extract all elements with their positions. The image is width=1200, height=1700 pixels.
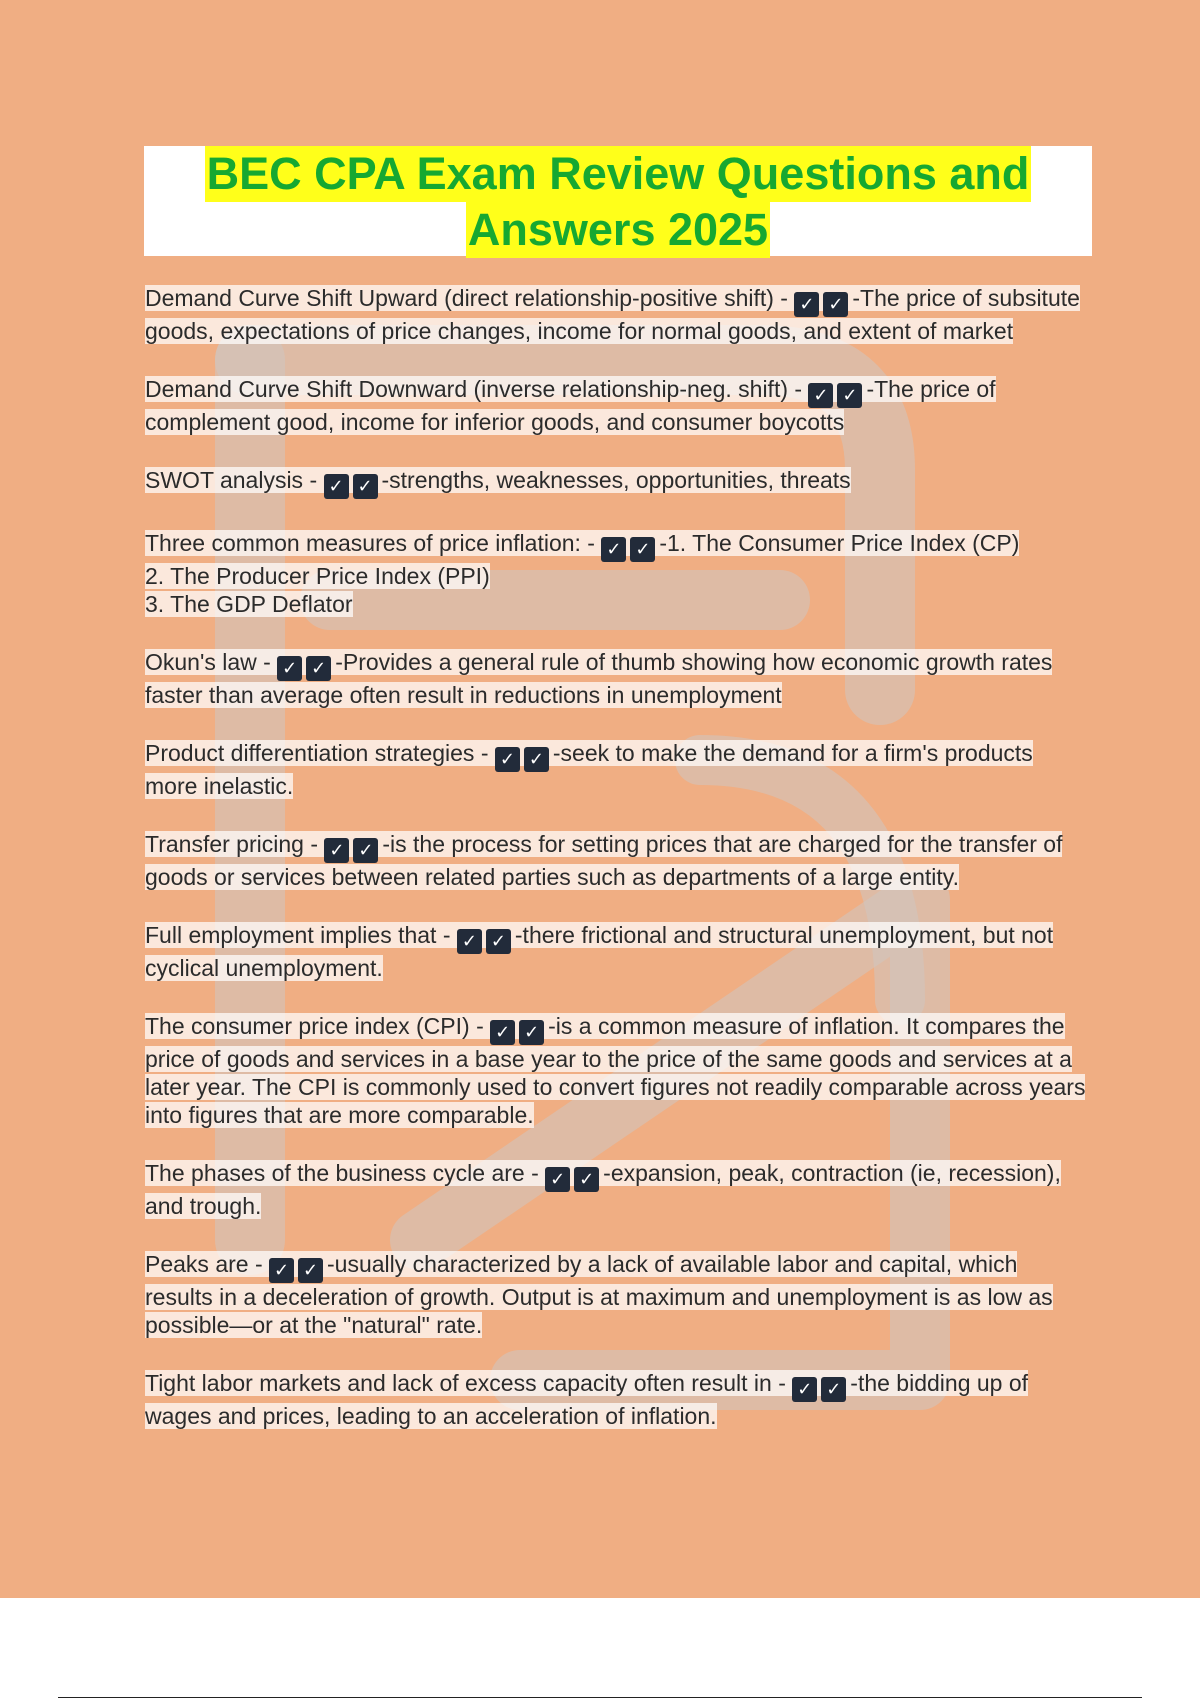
qa-text	[145, 831, 1062, 890]
checkbox-checked-icon: ✓	[630, 537, 655, 562]
checkbox-checked-icon: ✓	[524, 747, 549, 772]
answer-text: -is the process for setting prices that are charged for the transfer of goods or services between related parties such as departments of a large entity.	[145, 831, 1063, 890]
qa-text	[145, 1251, 1053, 1338]
qa-item	[145, 739, 1090, 800]
footer-divider	[58, 1697, 1142, 1698]
answer-text: -Provides a general rule of thumb showing how economic growth rates faster than average often result in reductions in unemployment	[145, 649, 1053, 708]
qa-item	[145, 466, 1090, 499]
question-text: Product differentiation strategies -	[145, 740, 495, 766]
qa-text	[145, 1370, 1028, 1429]
checkbox-checked-icon: ✓	[495, 747, 520, 772]
checkbox-checked-icon: ✓	[490, 1020, 515, 1045]
checkbox-checked-icon: ✓	[324, 474, 349, 499]
checkbox-checked-icon: ✓	[353, 838, 378, 863]
title-line-2: Answers 2025	[144, 202, 1092, 258]
answer-text: -there frictional and structural unemployment, but not cyclical unemployment.	[145, 922, 1054, 981]
question-text: Three common measures of price inflation: -	[145, 530, 602, 556]
checkbox-checked-icon: ✓	[298, 1258, 323, 1283]
qa-item	[145, 375, 1090, 436]
answer-text: -The price of subsitute goods, expectations of price changes, income for normal goods, and extent of market	[145, 285, 1080, 344]
qa-text	[145, 1160, 1061, 1219]
question-text: Transfer pricing -	[145, 831, 325, 857]
answer-text: -is a common measure of inflation. It compares the price of goods and services in a base year to the price of the same goods and services at a later year. The CPI is commonly used to convert figures not readily comparable across years into figures that are more comparable.	[145, 1013, 1086, 1128]
qa-text	[145, 530, 1019, 617]
qa-text	[145, 922, 1053, 981]
answer-text: -the bidding up of wages and prices, leading to an acceleration of inflation.	[145, 1370, 1029, 1429]
checkbox-checked-icon: ✓	[808, 383, 833, 408]
checkbox-checked-icon: ✓	[306, 656, 331, 681]
checkbox-checked-icon: ✓	[269, 1258, 294, 1283]
checkbox-checked-icon: ✓	[457, 929, 482, 954]
checkbox-checked-icon: ✓	[794, 292, 819, 317]
qa-item	[145, 529, 1090, 618]
answer-text: -strengths, weaknesses, opportunities, threats	[381, 467, 851, 493]
qa-text	[145, 376, 996, 435]
checkbox-checked-icon: ✓	[545, 1167, 570, 1192]
answer-text: -1. The Consumer Price Index (CP)	[659, 530, 1020, 556]
qa-text	[145, 649, 1052, 708]
qa-item	[145, 1369, 1090, 1430]
qa-item	[145, 921, 1090, 982]
question-text: Demand Curve Shift Downward (inverse relationship-neg. shift) -	[145, 376, 809, 402]
answer-text: 2. The Producer Price Index (PPI)	[145, 563, 490, 589]
checkbox-checked-icon: ✓	[837, 383, 862, 408]
checkbox-checked-icon: ✓	[792, 1377, 817, 1402]
qa-text	[145, 740, 1033, 799]
answer-text: 3. The GDP Deflator	[145, 591, 353, 617]
qa-text	[145, 285, 1080, 344]
checkbox-checked-icon: ✓	[821, 1377, 846, 1402]
question-text: Peaks are -	[145, 1251, 269, 1277]
qa-text	[145, 1013, 1085, 1128]
checkbox-checked-icon: ✓	[353, 474, 378, 499]
qa-list	[145, 284, 1090, 1460]
answer-text: -expansion, peak, contraction (ie, recession), and trough.	[145, 1160, 1061, 1219]
qa-item	[145, 1250, 1090, 1339]
answer-text: -seek to make the demand for a firm's products more inelastic.	[145, 740, 1033, 799]
answer-text: -The price of complement good, income for inferior goods, and consumer boycotts	[145, 376, 996, 435]
checkbox-checked-icon: ✓	[601, 537, 626, 562]
checkbox-checked-icon: ✓	[486, 929, 511, 954]
qa-item	[145, 648, 1090, 709]
qa-item	[145, 1012, 1090, 1129]
checkbox-checked-icon: ✓	[519, 1020, 544, 1045]
checkbox-checked-icon: ✓	[324, 838, 349, 863]
title-line-1: BEC CPA Exam Review Questions and	[144, 146, 1092, 202]
checkbox-checked-icon: ✓	[574, 1167, 599, 1192]
qa-item	[145, 1159, 1090, 1220]
question-text: The consumer price index (CPI) -	[145, 1013, 491, 1039]
checkbox-checked-icon: ✓	[823, 292, 848, 317]
question-text: Tight labor markets and lack of excess capacity often result in -	[145, 1370, 793, 1396]
question-text: Okun's law -	[145, 649, 278, 675]
checkbox-checked-icon: ✓	[277, 656, 302, 681]
question-text: Demand Curve Shift Upward (direct relationship-positive shift) -	[145, 285, 795, 311]
question-text: The phases of the business cycle are -	[145, 1160, 546, 1186]
question-text: SWOT analysis -	[145, 467, 324, 493]
qa-item	[145, 284, 1090, 345]
answer-text: -usually characterized by a lack of available labor and capital, which results in a deceleration of growth. Output is at maximum and unemployment is as low as possible—or at the "natural" rate.	[145, 1251, 1053, 1338]
title-banner	[144, 146, 1092, 256]
question-text: Full employment implies that -	[145, 922, 457, 948]
qa-text	[145, 467, 851, 497]
qa-item	[145, 830, 1090, 891]
